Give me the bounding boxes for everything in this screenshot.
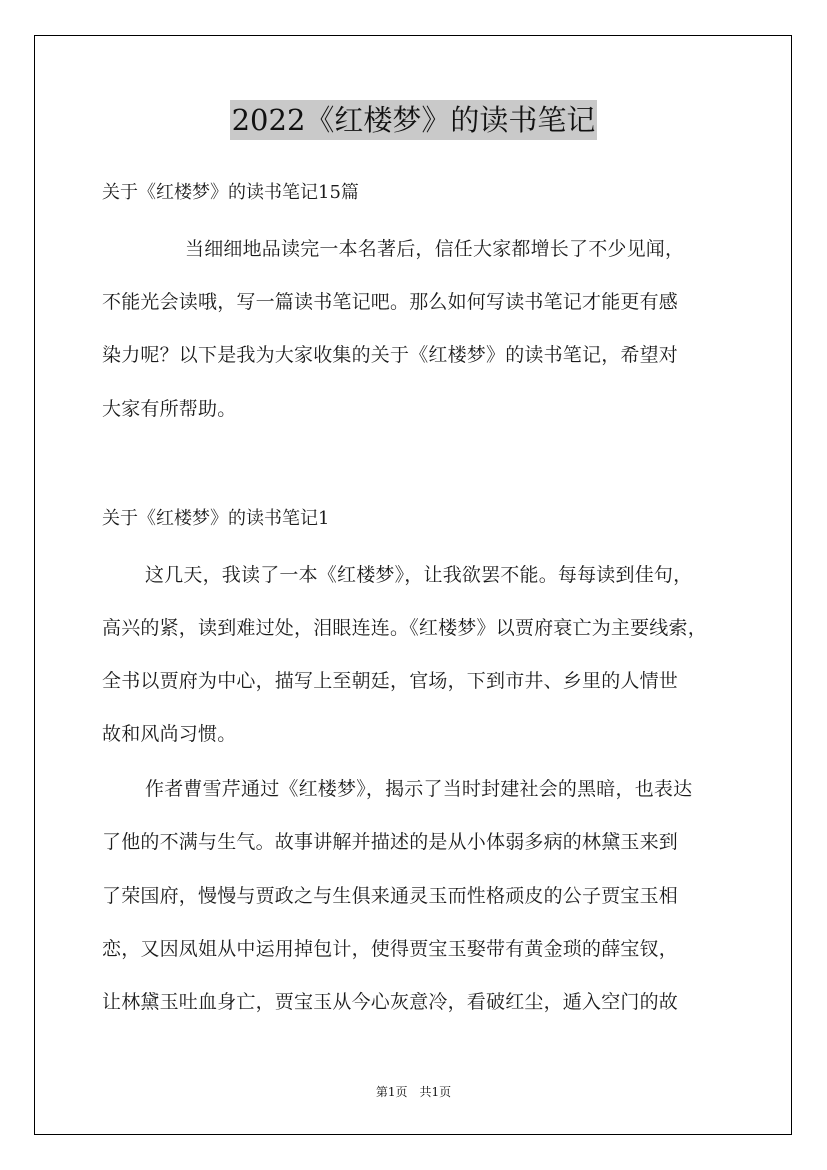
- paragraph-line: 这几天，我读了一本《红楼梦》，让我欲罢不能。每每读到佳句，: [145, 564, 693, 586]
- document-title: 2022《红楼梦》的读书笔记: [230, 100, 598, 140]
- paragraph-line: 故和风尚习惯。: [102, 723, 237, 745]
- paragraph-line: 了荣国府，慢慢与贾政之与生俱来通灵玉而性格顽皮的公子贾宝玉相: [102, 885, 679, 907]
- paragraph-line: 全书以贾府为中心，描写上至朝廷，官场，下到市井、乡里的人情世: [102, 670, 679, 692]
- intro-line: 不能光会读哦，写一篇读书笔记吧。那么如何写读书笔记才能更有感: [102, 291, 679, 313]
- page-number: 第1页 共1页: [375, 1085, 452, 1099]
- paragraph-line: 高兴的紧，读到难过处，泪眼连连。《红楼梦》以贾府衰亡为主要线索，: [102, 617, 707, 639]
- intro-line: 当细细地品读完一本名著后，信任大家都增长了不少见闻，: [185, 238, 685, 260]
- paragraph-line: 作者曹雪芹通过《红楼梦》，揭示了当时封建社会的黑暗，也表达: [145, 778, 693, 800]
- paragraph-line: 恋，又因凤姐从中运用掉包计，使得贾宝玉娶带有黄金琐的薛宝钗，: [102, 938, 679, 960]
- paragraph-line: 让林黛玉吐血身亡，贾宝玉从今心灰意冷，看破红尘，遁入空门的故: [102, 991, 679, 1013]
- title-container: [0, 100, 827, 140]
- section-heading-collection: 关于《红楼梦》的读书笔记15篇: [102, 182, 359, 203]
- section-heading-note-1: 关于《红楼梦》的读书笔记1: [102, 508, 330, 529]
- paragraph-line: 了他的不满与生气。故事讲解并描述的是从小体弱多病的林黛玉来到: [102, 831, 679, 853]
- intro-line: 大家有所帮助。: [102, 398, 237, 420]
- intro-line: 染力呢？以下是我为大家收集的关于《红楼梦》的读书笔记，希望对: [102, 344, 679, 366]
